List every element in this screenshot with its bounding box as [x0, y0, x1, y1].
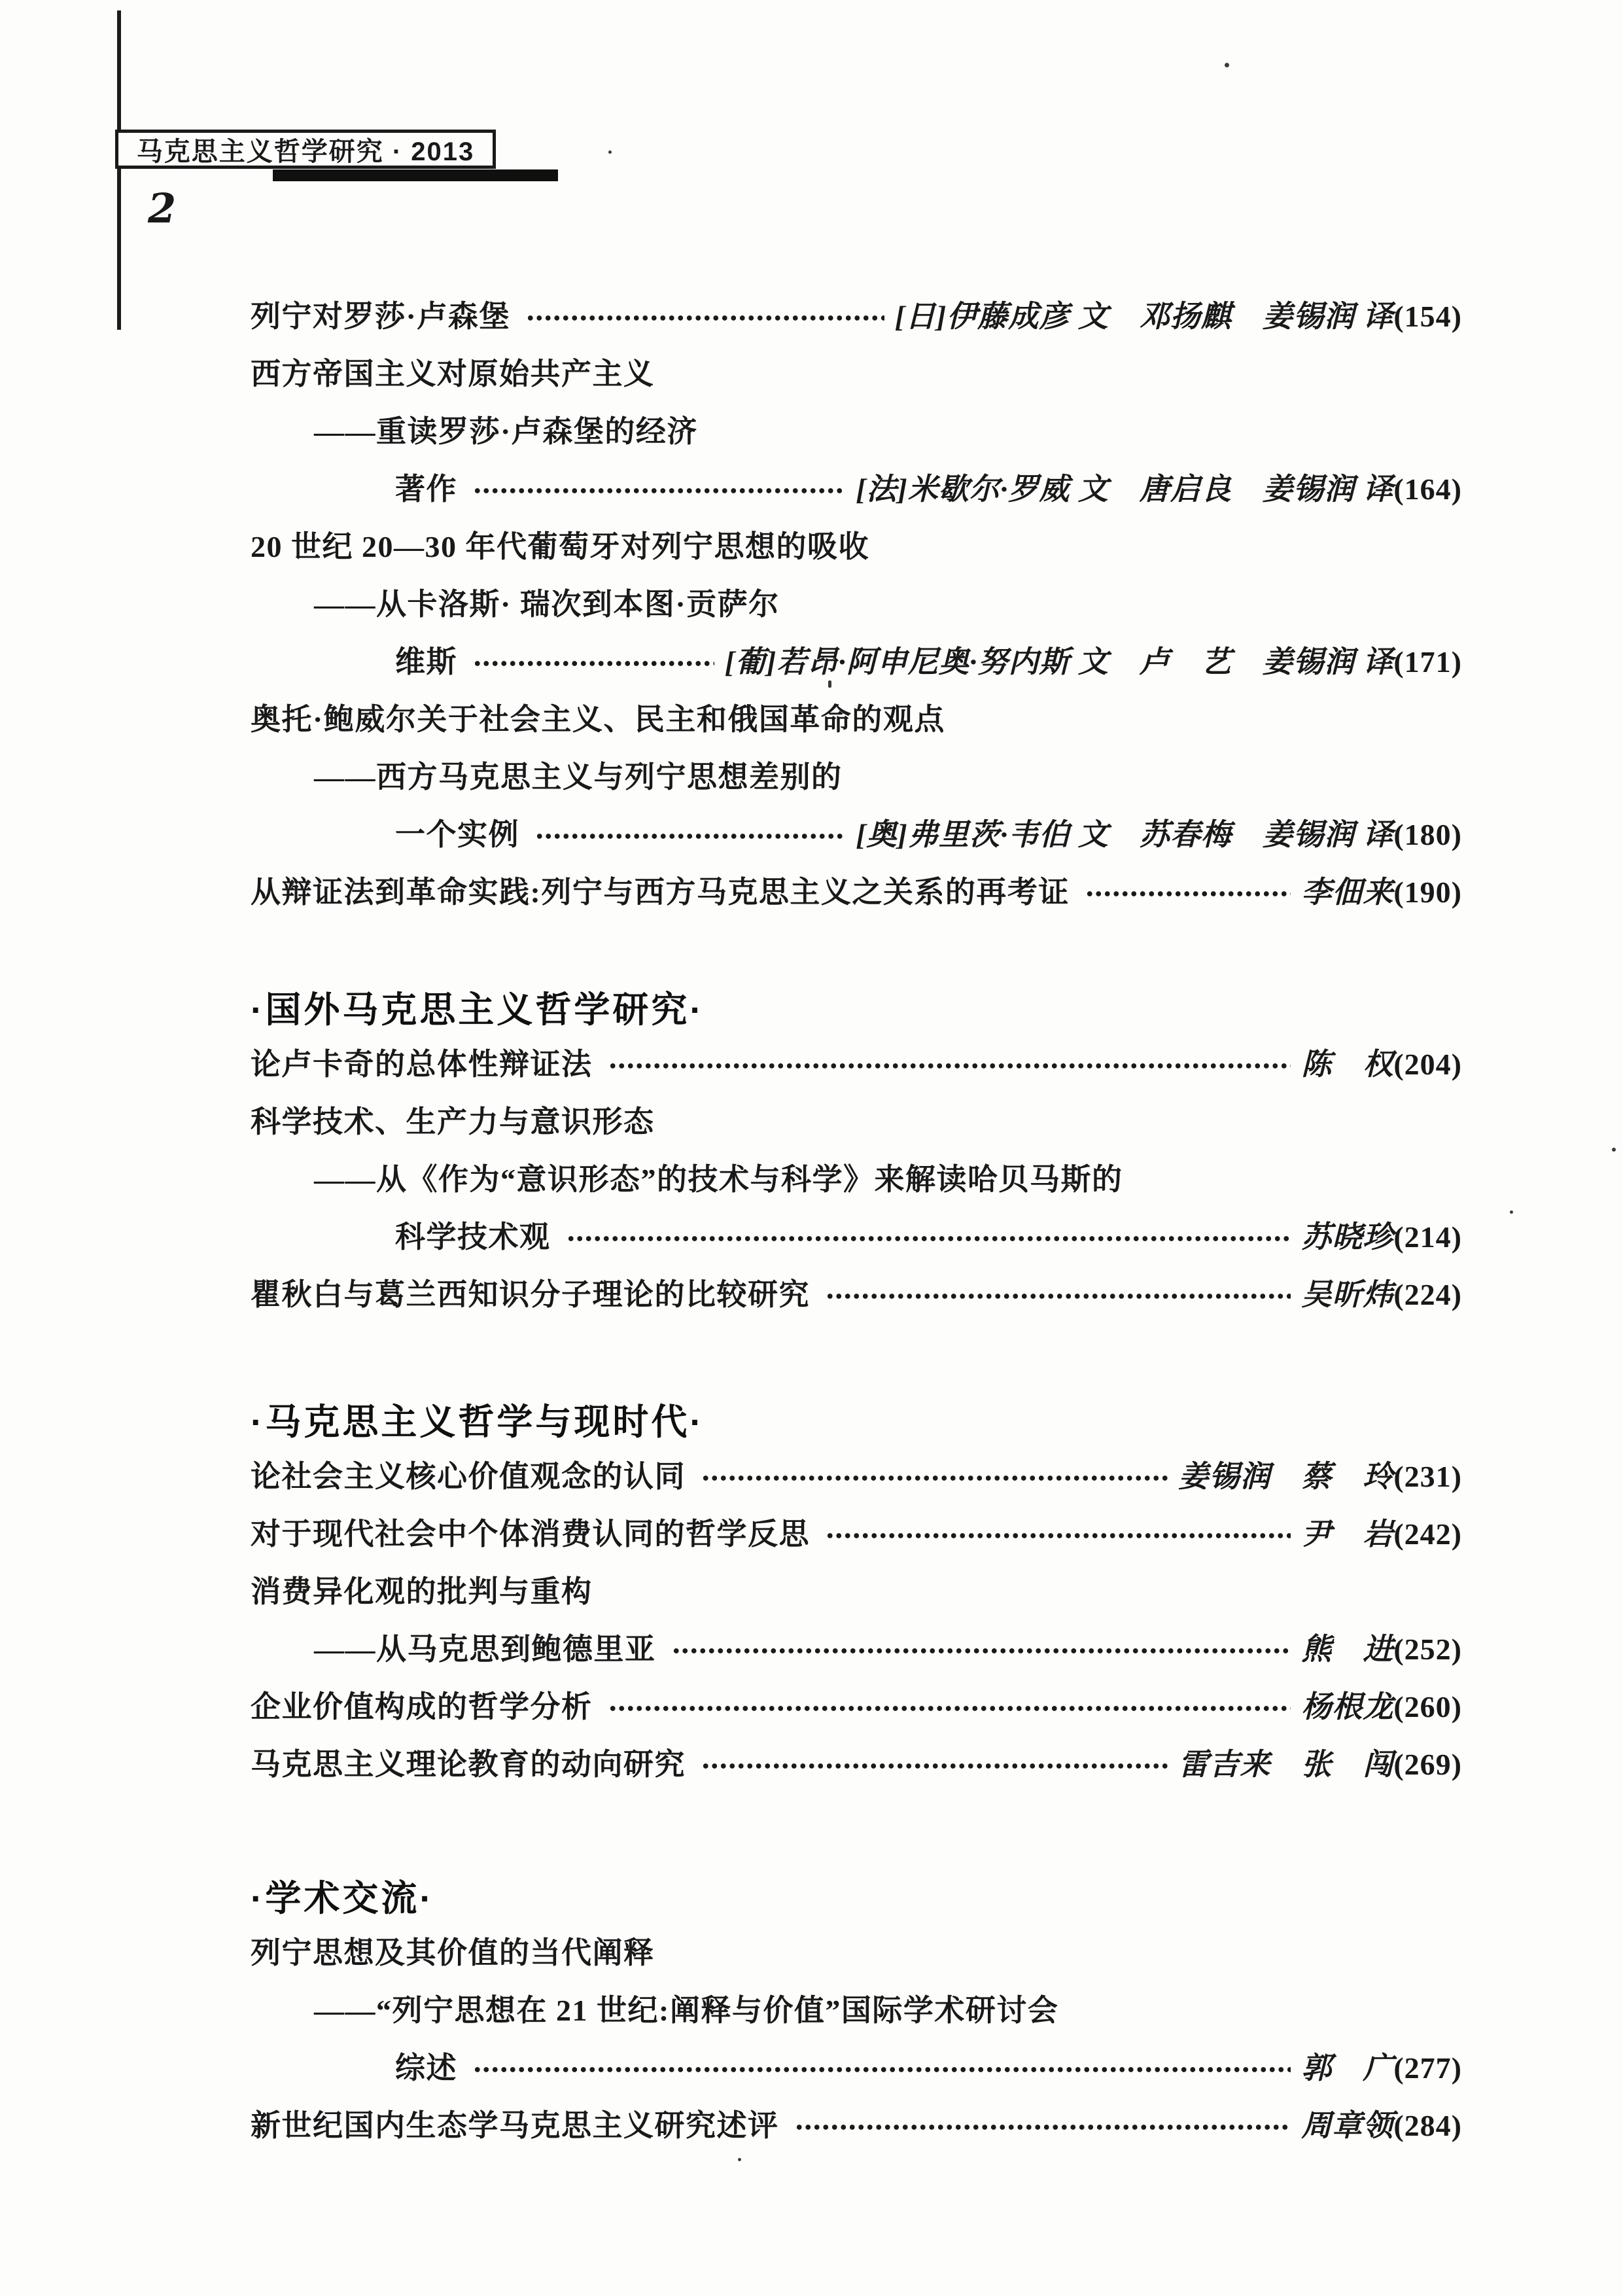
- entry-title: 综述: [395, 2051, 457, 2085]
- entry-title: 20 世纪 20—30 年代葡萄牙对列宁思想的吸收: [251, 530, 869, 563]
- entry-page-number: (231): [1393, 1460, 1462, 1493]
- dot-leader: [526, 304, 884, 332]
- entry-title: 列宁思想及其价值的当代阐释: [251, 1936, 655, 1969]
- toc-entry: [251, 806, 1462, 864]
- toc-entry: [251, 518, 1462, 576]
- dot-leader: [608, 1694, 1291, 1723]
- toc-entry: [251, 749, 1462, 806]
- toc-entry: [251, 461, 1462, 518]
- dot-leader: [473, 476, 845, 505]
- toc-entry: [251, 345, 1462, 403]
- entry-title: ——从卡洛斯· 瑞次到本图·贡萨尔: [314, 588, 780, 621]
- toc-entry: [251, 1209, 1462, 1266]
- toc-entry: [251, 288, 1462, 345]
- dot-leader: [795, 2113, 1291, 2142]
- toc-entry: [251, 1506, 1462, 1563]
- toc-entry: [251, 1736, 1462, 1793]
- dot-leader: [608, 1051, 1291, 1080]
- toc-entry: [251, 1151, 1462, 1209]
- entry-title: 论卢卡奇的总体性辩证法: [251, 1048, 593, 1081]
- entry-authors: 杨根龙: [1301, 1690, 1394, 1723]
- toc-entry: [251, 403, 1462, 461]
- scan-artifact: [1612, 1148, 1616, 1152]
- entry-title: 瞿秋白与葛兰西知识分子理论的比较研究: [251, 1278, 810, 1311]
- scan-artifact: [738, 2158, 741, 2161]
- toc: [251, 288, 1462, 2155]
- entry-authors: 姜锡润 蔡 玲: [1178, 1460, 1394, 1493]
- entry-title: 新世纪国内生态学马克思主义研究述评: [251, 2109, 779, 2142]
- entry-authors: [葡]若昂·阿申尼奥·努内斯 文 卢 艺 姜锡润 译: [724, 645, 1394, 679]
- toc-entry: [251, 1563, 1462, 1621]
- toc-entry: [251, 1924, 1462, 1982]
- toc-entry: [251, 1093, 1462, 1151]
- toc-entry: [251, 864, 1462, 921]
- dot-leader: [535, 822, 845, 851]
- entry-title: 对于现代社会中个体消费认同的哲学反思: [251, 1517, 810, 1551]
- entry-page-number: (252): [1393, 1633, 1462, 1666]
- left-margin-rule: [117, 10, 121, 330]
- entry-page-number: (190): [1393, 875, 1462, 909]
- entry-title: 企业价值构成的哲学分析: [251, 1690, 593, 1723]
- section-header: ·学术交流·: [251, 1877, 434, 1918]
- entry-title: 科学技术、生产力与意识形态: [251, 1105, 655, 1139]
- running-header-box: [115, 130, 496, 169]
- entry-page-number: (154): [1393, 300, 1462, 333]
- entry-title: ——重读罗莎·卢森堡的经济: [314, 415, 698, 448]
- dot-leader: [826, 1521, 1291, 1550]
- dot-leader: [672, 1636, 1291, 1665]
- dot-leader: [473, 649, 714, 678]
- entry-title: 论社会主义核心价值观念的认同: [251, 1460, 686, 1493]
- entry-title: 科学技术观: [395, 1220, 551, 1254]
- entry-title: 奥托·鲍威尔关于社会主义、民主和俄国革命的观点: [251, 703, 945, 736]
- entry-title: ——从马克思到鲍德里亚: [314, 1633, 656, 1666]
- dot-leader: [826, 1282, 1291, 1311]
- entry-authors: 尹 岩: [1301, 1517, 1394, 1551]
- entry-authors: 雷吉来 张 闯: [1178, 1748, 1394, 1781]
- toc-entry: [251, 633, 1462, 691]
- entry-authors: 郭 广: [1301, 2051, 1394, 2085]
- entry-authors: 周章领: [1301, 2109, 1394, 2142]
- entry-authors: 李佃来: [1301, 875, 1394, 909]
- toc-entry: [251, 1621, 1462, 1678]
- entry-title: 消费异化观的批判与重构: [251, 1575, 593, 1608]
- toc-entry: [251, 2040, 1462, 2097]
- entry-title: ——“列宁思想在 21 世纪:阐释与价值”国际学术研讨会: [314, 1994, 1059, 2027]
- entry-title: 西方帝国主义对原始共产主义: [251, 357, 655, 391]
- entry-page-number: (214): [1393, 1220, 1462, 1254]
- entry-page-number: (171): [1393, 645, 1462, 679]
- toc-entry: [251, 1036, 1462, 1093]
- running-header-title: 马克思主义哲学研究 · 2013: [136, 137, 475, 166]
- toc-entry: [251, 1982, 1462, 2040]
- entry-title: 列宁对罗莎·卢森堡: [251, 300, 510, 333]
- toc-entry: [251, 576, 1462, 633]
- entry-authors: 吴昕炜: [1301, 1278, 1394, 1311]
- entry-authors: [奥]弗里茨·韦伯 文 苏春梅 姜锡润 译: [856, 818, 1394, 851]
- entry-page-number: (242): [1393, 1517, 1462, 1551]
- entry-page-number: (204): [1393, 1048, 1462, 1081]
- toc-entry: [251, 1678, 1462, 1736]
- entry-title: ——从《作为“意识形态”的技术与科学》来解读哈贝马斯的: [314, 1163, 1123, 1196]
- scan-artifact: [1510, 1210, 1513, 1214]
- entry-page-number: (164): [1393, 472, 1462, 506]
- entry-page-number: (260): [1393, 1690, 1462, 1723]
- dot-leader: [701, 1464, 1168, 1492]
- entry-page-number: (284): [1393, 2109, 1462, 2142]
- entry-page-number: (277): [1393, 2051, 1462, 2085]
- toc-entry: [251, 2097, 1462, 2155]
- entry-title: 马克思主义理论教育的动向研究: [251, 1748, 686, 1781]
- entry-page-number: (180): [1393, 818, 1462, 851]
- entry-authors: [法]米歇尔·罗威 文 唐启良 姜锡润 译: [856, 472, 1394, 506]
- section-header: ·国外马克思主义哲学研究·: [251, 989, 705, 1030]
- entry-title: 著作: [395, 472, 457, 506]
- entry-page-number: (224): [1393, 1278, 1462, 1311]
- entry-authors: 陈 权: [1301, 1048, 1394, 1081]
- entry-page-number: (269): [1393, 1748, 1462, 1781]
- entry-title: 从辩证法到革命实践:列宁与西方马克思主义之关系的再考证: [251, 875, 1070, 909]
- dot-leader: [701, 1752, 1168, 1780]
- entry-authors: [日]伊藤成彦 文 邓扬麒 姜锡润 译: [894, 300, 1394, 333]
- section-header: ·马克思主义哲学与现时代·: [251, 1401, 705, 1442]
- dot-leader: [567, 1224, 1291, 1253]
- entry-authors: 苏晓珍: [1301, 1220, 1394, 1254]
- scan-artifact: [828, 680, 831, 688]
- dot-leader: [473, 2055, 1291, 2084]
- entry-title: ——西方马克思主义与列宁思想差别的: [314, 760, 843, 794]
- scan-artifact: [608, 150, 612, 154]
- toc-entry: [251, 1266, 1462, 1324]
- dot-leader: [1085, 879, 1291, 908]
- toc-entry: [251, 691, 1462, 749]
- toc-entry: [251, 1448, 1462, 1506]
- entry-authors: 熊 进: [1301, 1633, 1394, 1666]
- entry-title: 一个实例: [395, 818, 519, 851]
- header-underline-bar: [273, 169, 558, 181]
- page-number: 2: [148, 185, 177, 232]
- entry-title: 维斯: [395, 645, 457, 679]
- scan-artifact: [1225, 63, 1229, 67]
